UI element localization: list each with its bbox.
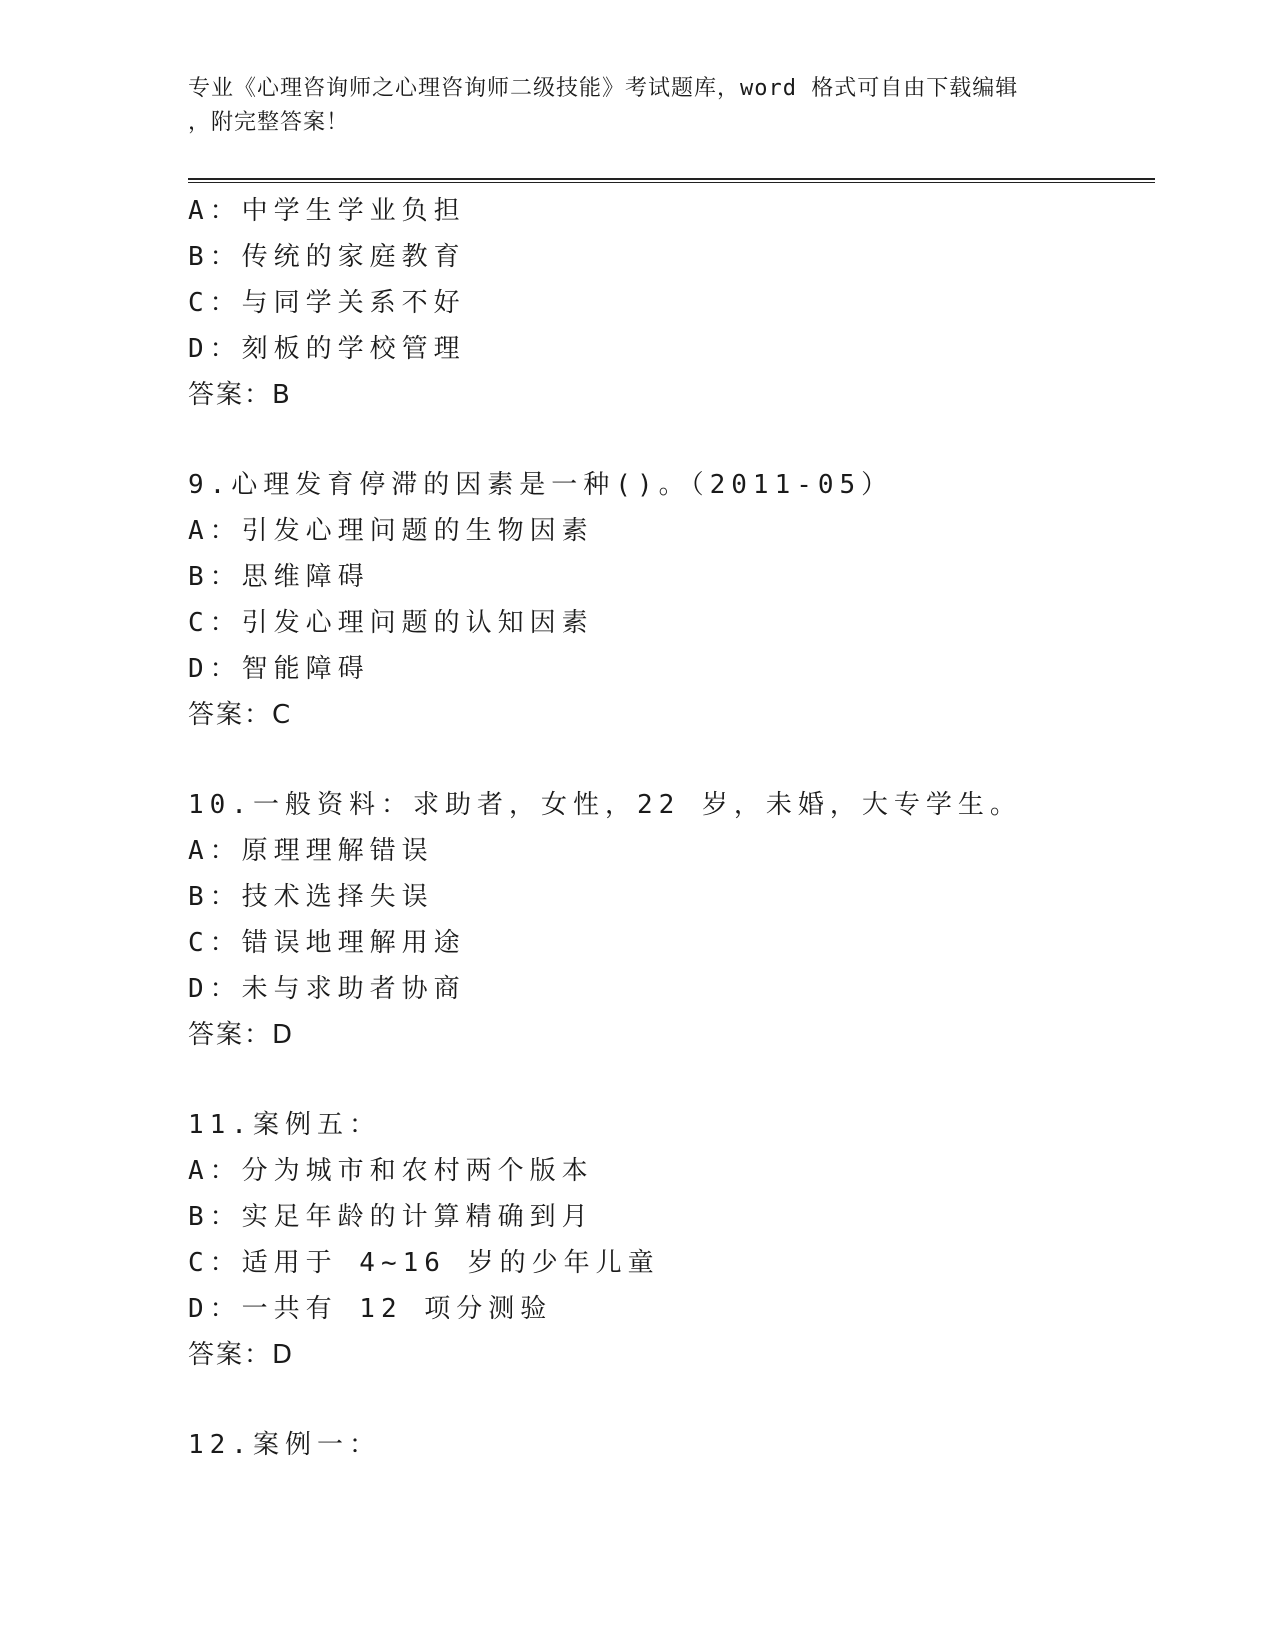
option-b: B：传统的家庭教育 bbox=[188, 242, 466, 272]
header-line-1: 专业《心理咨询师之心理咨询师二级技能》考试题库，word 格式可自由下载编辑 bbox=[188, 76, 1019, 101]
question-stem: 11.案例五： bbox=[188, 1110, 381, 1140]
question-9 bbox=[188, 462, 1148, 738]
question-11 bbox=[188, 1102, 1148, 1378]
option-a: A：引发心理问题的生物因素 bbox=[188, 516, 594, 546]
option-b: B：思维障碍 bbox=[188, 562, 370, 592]
question-10 bbox=[188, 782, 1148, 1058]
header-line-2: ，附完整答案！ bbox=[188, 110, 350, 135]
option-b: B：实足年龄的计算精确到月 bbox=[188, 1202, 594, 1232]
spacer bbox=[188, 1378, 1148, 1422]
option-b: B：技术选择失误 bbox=[188, 882, 434, 912]
answer-line: 答案：C bbox=[188, 700, 293, 730]
question-stem: 10.一般资料：求助者，女性，22 岁，未婚，大专学生。 bbox=[188, 790, 1022, 820]
document-header bbox=[188, 72, 1068, 140]
option-d: D：刻板的学校管理 bbox=[188, 334, 466, 364]
answer-line: 答案：D bbox=[188, 1340, 295, 1370]
option-c: C：错误地理解用途 bbox=[188, 928, 466, 958]
spacer bbox=[188, 1058, 1148, 1102]
option-c: C：与同学关系不好 bbox=[188, 288, 466, 318]
option-c: C：适用于 4~16 岁的少年儿童 bbox=[188, 1248, 660, 1278]
question-8-continued bbox=[188, 188, 1148, 418]
question-list bbox=[188, 188, 1148, 1468]
option-a: A：原理理解错误 bbox=[188, 836, 434, 866]
answer-line: 答案：D bbox=[188, 1020, 295, 1050]
question-12 bbox=[188, 1422, 1148, 1468]
spacer bbox=[188, 738, 1148, 782]
option-a: A：中学生学业负担 bbox=[188, 196, 466, 226]
option-d: D：智能障碍 bbox=[188, 654, 370, 684]
option-a: A：分为城市和农村两个版本 bbox=[188, 1156, 594, 1186]
question-stem: 12.案例一： bbox=[188, 1430, 381, 1460]
option-d: D：未与求助者协商 bbox=[188, 974, 466, 1004]
option-d: D：一共有 12 项分测验 bbox=[188, 1294, 553, 1324]
spacer bbox=[188, 418, 1148, 462]
header-divider bbox=[188, 178, 1155, 183]
option-c: C：引发心理问题的认知因素 bbox=[188, 608, 594, 638]
question-stem: 9.心理发育停滞的因素是一种()。（2011-05） bbox=[188, 470, 894, 500]
answer-line: 答案：B bbox=[188, 380, 292, 410]
